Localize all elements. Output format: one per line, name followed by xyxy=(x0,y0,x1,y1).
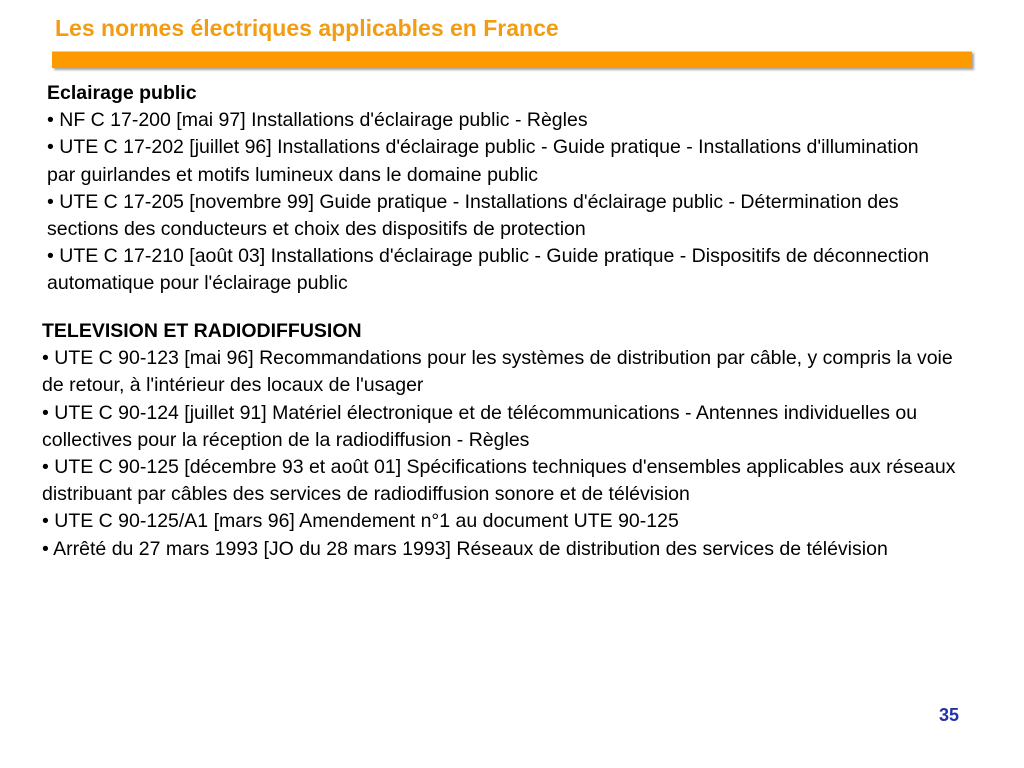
section-heading: TELEVISION ET RADIODIFFUSION xyxy=(42,320,362,342)
list-item: • UTE C 17-210 [août 03] Installations d'éclairage public - Guide pratique - Dispositifs de déconnection automatique pour l'éclairage public xyxy=(47,245,930,295)
section-television-radiodiffusion xyxy=(42,318,957,563)
list-item: • UTE C 90-125 [décembre 93 et août 01] Spécifications techniques d'ensembles applicables aux réseaux distribuant par câbles des services de radiodiffusion sonore et de télévision xyxy=(42,456,956,506)
list-item: • Arrêté du 27 mars 1993 [JO du 28 mars 1993] Réseaux de distribution des services de télévision xyxy=(42,537,888,560)
list-item: • UTE C 17-205 [novembre 99] Guide pratique - Installations d'éclairage public - Détermination des sections des conducteurs et choix des dispositifs de protection xyxy=(47,190,899,241)
list-item: • NF C 17-200 [mai 97] Installations d'éclairage public - Règles xyxy=(47,109,588,132)
list-item: • UTE C 90-125/A1 [mars 96] Amendement n°1 au document UTE 90-125 xyxy=(42,510,679,533)
section-heading: Eclairage public xyxy=(47,82,197,104)
list-item: • UTE C 17-202 [juillet 96] Installations d'éclairage public - Guide pratique - Installations d'illumination par guirlandes et motifs lumineux dans le domaine public xyxy=(47,136,919,186)
page-number: 35 xyxy=(939,705,960,725)
page-title: Les normes électriques applicables en France xyxy=(55,15,559,41)
section-eclairage-public xyxy=(47,80,947,298)
list-item: • UTE C 90-123 [mai 96] Recommandations pour les systèmes de distribution par câble, y compris la voie de retour, à l'intérieur des locaux de l'usager xyxy=(42,347,953,397)
list-item: • UTE C 90-124 [juillet 91] Matériel électronique et de télécommunications - Antennes individuelles ou collectives pour la réception de la radiodiffusion - Règles xyxy=(42,401,918,451)
title-divider-bar xyxy=(52,51,972,68)
